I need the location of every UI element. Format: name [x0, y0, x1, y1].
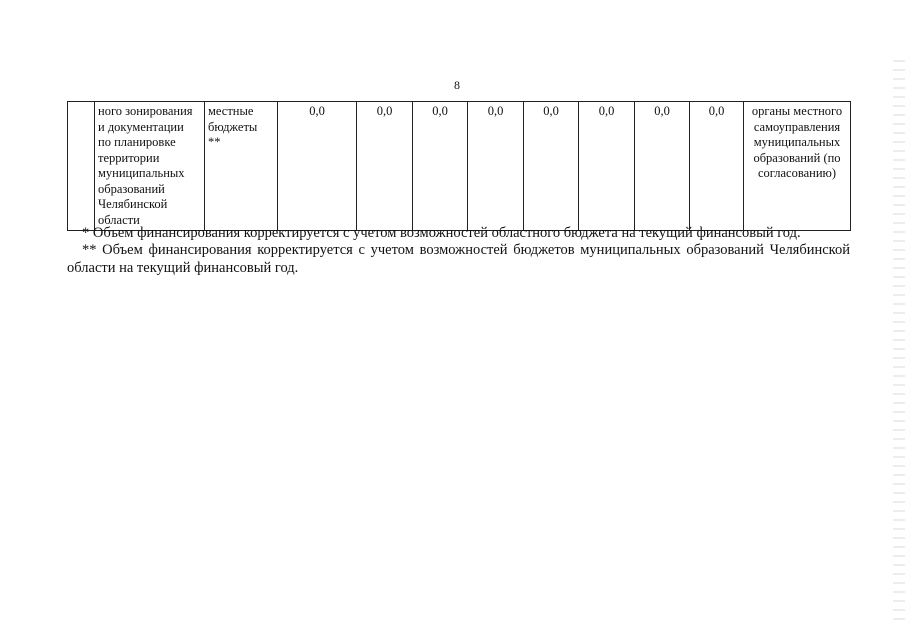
value-cell: 0,0	[468, 102, 524, 231]
financing-table	[67, 101, 851, 231]
value-cell: 0,0	[357, 102, 413, 231]
footnote-municipal-budget: ** Объем финансирования корректируется с учетом возможностей бюджетов муниципальных образований Челябинской области на текущий финансовый год.	[67, 242, 850, 276]
measure-name-cell: ного зонирования и документации по планировке территории муниципальных образований Челябинской области	[95, 102, 205, 231]
value-cell: 0,0	[579, 102, 635, 231]
value-cell: 0,0	[524, 102, 579, 231]
page-number: 8	[454, 78, 460, 92]
funding-source-cell: местные бюджеты **	[205, 102, 278, 231]
footnote-regional-budget: * Объем финансирования корректируется с учетом возможностей областного бюджета на текущий финансовый год.	[82, 225, 801, 241]
row-number-cell	[68, 102, 95, 231]
scan-noise	[893, 60, 905, 620]
value-cell: 0,0	[635, 102, 690, 231]
executor-cell: органы местного самоуправления муниципальных образований (по согласованию)	[744, 102, 851, 231]
value-cell: 0,0	[278, 102, 357, 231]
value-cell: 0,0	[690, 102, 744, 231]
value-cell: 0,0	[413, 102, 468, 231]
table-row	[68, 102, 851, 231]
